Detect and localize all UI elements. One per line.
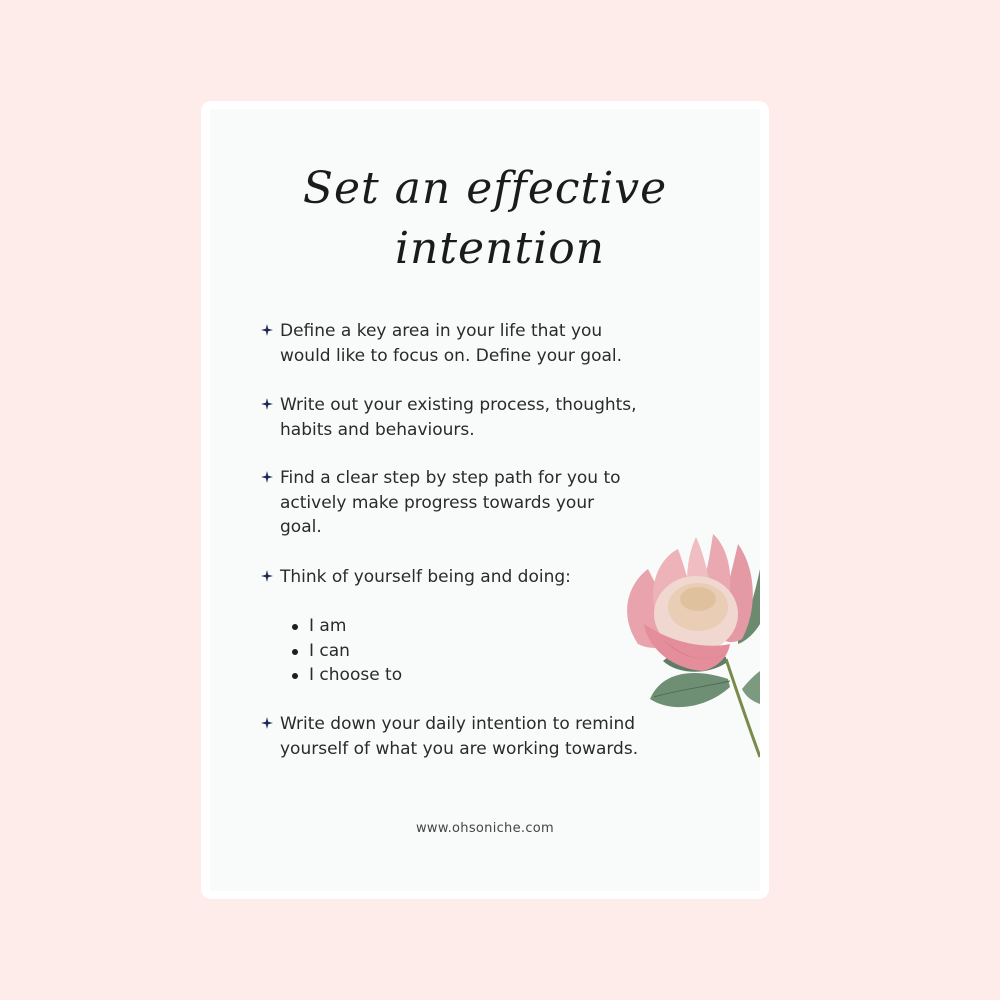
list-item-text: I can <box>309 640 350 661</box>
tip-item <box>261 712 641 761</box>
protea-flower-illustration <box>618 529 760 759</box>
title-line-2: intention <box>394 223 606 274</box>
list-item <box>290 639 402 664</box>
tip-text: Think of yourself being and doing: <box>280 567 571 587</box>
card-title <box>210 159 760 279</box>
list-item-text: I am <box>309 616 347 636</box>
bullet-dot <box>292 624 298 630</box>
tip-text: Write down your daily intention to remind yourself of what you are working towards. <box>280 714 639 759</box>
card <box>201 101 769 899</box>
four-point-star-icon <box>261 717 273 729</box>
tip-text: Find a clear step by step path for you to actively make progress towards your goal. <box>280 468 621 537</box>
list-item-text: I choose to <box>309 665 403 685</box>
card-content <box>210 109 760 891</box>
tip-item <box>261 466 641 540</box>
bullet-dot <box>292 649 298 655</box>
list-item <box>290 614 402 639</box>
bullet-dot <box>292 673 298 679</box>
website-url: www.ohsoniche.com <box>416 821 554 836</box>
four-point-star-icon <box>261 324 273 336</box>
tip-item <box>261 565 641 590</box>
tip-text: Define a key area in your life that you would like to focus on. Define your goal. <box>280 321 623 366</box>
four-point-star-icon <box>261 570 273 582</box>
tip-item <box>261 319 641 368</box>
four-point-star-icon <box>261 398 273 410</box>
affirmation-list <box>290 614 402 688</box>
tip-item <box>261 393 641 442</box>
title-line-1: Set an effective <box>302 163 668 214</box>
list-item <box>290 663 402 688</box>
four-point-star-icon <box>261 471 273 483</box>
tip-text: Write out your existing process, thoughts, habits and behaviours. <box>280 395 637 440</box>
